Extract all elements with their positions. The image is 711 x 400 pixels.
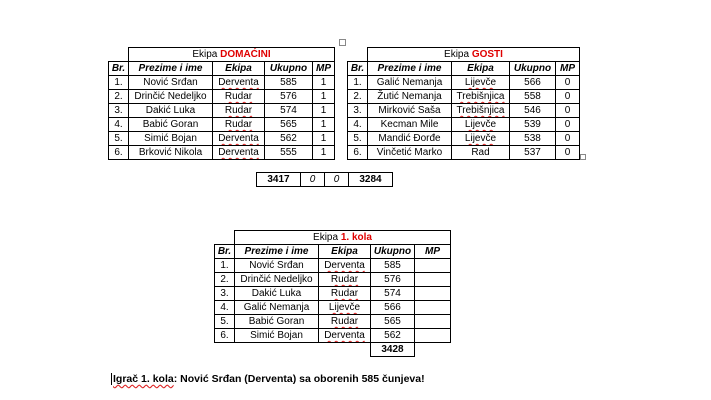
- header-team: Ekipa: [319, 245, 371, 259]
- table-row: 3. Dakić Luka Rudar 574 1: [109, 104, 335, 118]
- home-team-caption: Ekipa DOMAĆINI: [129, 48, 335, 62]
- table-row: 1. Galić Nemanja Lijevče 566 0: [348, 76, 580, 90]
- guest-points: 0: [325, 173, 349, 187]
- header-total: Ukupno: [371, 245, 415, 259]
- total-row: [215, 343, 451, 357]
- header-total: Ukupno: [265, 62, 313, 76]
- table-row: 5. Simić Bojan Derventa 562 1: [109, 132, 335, 146]
- home-score: 3417: [257, 173, 301, 187]
- table-row: 6. Brković Nikola Derventa 555 1: [109, 146, 335, 160]
- table-row: 3. Mirković Saša Trebišnjica 546 0: [348, 104, 580, 118]
- score-table: [256, 172, 393, 187]
- header-br: Br.: [109, 62, 129, 76]
- header-mp: MP: [313, 62, 335, 76]
- header-br: Br.: [348, 62, 368, 76]
- table-corner: [109, 48, 129, 62]
- home-points: 0: [301, 173, 325, 187]
- table-corner: [215, 231, 235, 245]
- table-row: 6. Vinčetić Marko Rad 537 0: [348, 146, 580, 160]
- round-total: 3428: [371, 343, 415, 357]
- text-cursor: [111, 373, 112, 385]
- guest-score: 3284: [349, 173, 393, 187]
- header-mp: MP: [415, 245, 451, 259]
- round-caption: Ekipa 1. kola: [235, 231, 451, 245]
- table-corner: [348, 48, 368, 62]
- table-row: 4. Galić Nemanja Lijevče 566: [215, 301, 451, 315]
- header-name: Prezime i ime: [129, 62, 213, 76]
- guest-team-table: [347, 47, 580, 160]
- home-team-table: [108, 47, 335, 160]
- round-table: [214, 230, 451, 357]
- header-mp: MP: [556, 62, 580, 76]
- header-team: Ekipa: [452, 62, 510, 76]
- table-row: 2. Žutić Nemanja Trebišnjica 558 0: [348, 90, 580, 104]
- table-row: 6. Simić Bojan Derventa 562: [215, 329, 451, 343]
- guest-team-caption: Ekipa GOSTI: [368, 48, 580, 62]
- player-of-round-text: Igrač 1. kola: Nović Srđan (Derventa) sa oborenih 585 čunjeva!: [113, 373, 425, 385]
- header-name: Prezime i ime: [235, 245, 319, 259]
- table-row: 4. Kecman Mile Lijevče 539 0: [348, 118, 580, 132]
- header-br: Br.: [215, 245, 235, 259]
- table-row: 4. Babić Goran Rudar 565 1: [109, 118, 335, 132]
- table-row: 1. Nović Srđan Derventa 585: [215, 259, 451, 273]
- header-team: Ekipa: [213, 62, 265, 76]
- table-row: 3. Dakić Luka Rudar 574: [215, 287, 451, 301]
- table-row: 5. Mandić Đorđe Lijevče 538 0: [348, 132, 580, 146]
- header-name: Prezime i ime: [368, 62, 452, 76]
- table-row: 2. Drinčić Nedeljko Rudar 576 1: [109, 90, 335, 104]
- header-total: Ukupno: [510, 62, 556, 76]
- table-row: 5. Babić Goran Rudar 565: [215, 315, 451, 329]
- table-row: 1. Nović Srđan Derventa 585 1: [109, 76, 335, 90]
- table-resize-handle[interactable]: [580, 154, 586, 160]
- table-move-handle[interactable]: [339, 39, 346, 46]
- table-row: 2. Drinčić Nedeljko Rudar 576: [215, 273, 451, 287]
